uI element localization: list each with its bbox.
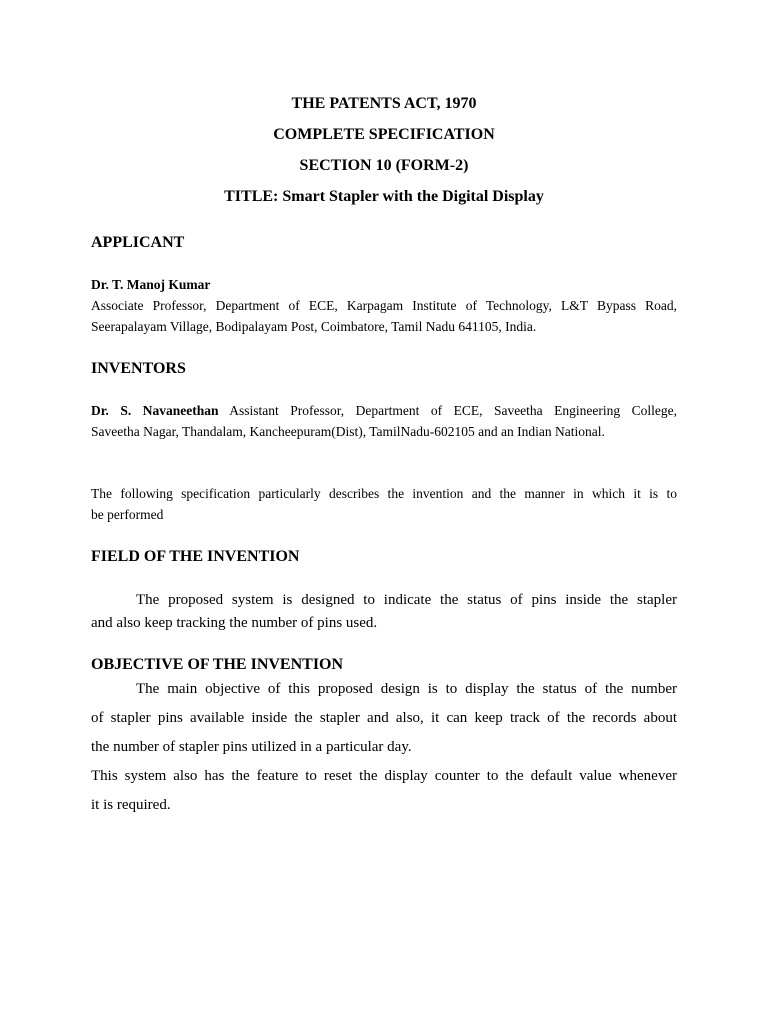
applicant-heading: APPLICANT [91, 234, 185, 251]
inventor-line1 [91, 401, 677, 421]
act-heading: THE PATENTS ACT, 1970 [291, 95, 477, 112]
applicant-name-text: Dr. T. Manoj Kumar [91, 277, 211, 292]
inventor-line2: Saveetha Nagar, Thandalam, Kancheepuram(Dist), TamilNadu-602105 and an Indian National. [91, 424, 605, 439]
inventor-affiliation: Assistant Professor, Department of ECE, Saveetha Engineering College, [229, 403, 678, 418]
objective-heading: OBJECTIVE OF THE INVENTION [91, 656, 344, 673]
preamble-line2: be performed [91, 507, 164, 522]
inventors-heading: INVENTORS [91, 360, 186, 377]
objective-line1: The main objective of this proposed design is to display the status of the number [136, 681, 677, 697]
objective-line4: This system also has the feature to reset the display counter to the default value whenever [91, 768, 677, 784]
objective-line3: the number of stapler pins utilized in a particular day. [91, 739, 412, 755]
applicant-address-line1: Associate Professor, Department of ECE, Karpagam Institute of Technology, L&T Bypass Road, [91, 298, 677, 313]
section-heading: SECTION 10 (FORM-2) [299, 157, 469, 174]
field-line2: and also keep tracking the number of pins used. [91, 615, 378, 631]
field-heading: FIELD OF THE INVENTION [91, 548, 300, 565]
applicant-address-line2: Seerapalayam Village, Bodipalayam Post, Coimbatore, Tamil Nadu 641105, India. [91, 319, 537, 334]
title-heading: TITLE: Smart Stapler with the Digital Display [224, 188, 544, 205]
objective-line5: it is required. [91, 797, 171, 813]
applicant-name [91, 275, 677, 295]
preamble-line1: The following specification particularly describes the invention and the manner in which it is to [91, 486, 677, 501]
field-line1: The proposed system is designed to indicate the status of pins inside the stapler [136, 592, 677, 608]
objective-line2: of stapler pins available inside the stapler and also, it can keep track of the records about [91, 710, 677, 726]
spec-heading: COMPLETE SPECIFICATION [273, 126, 495, 143]
inventor-name: Dr. S. Navaneethan [91, 403, 219, 418]
